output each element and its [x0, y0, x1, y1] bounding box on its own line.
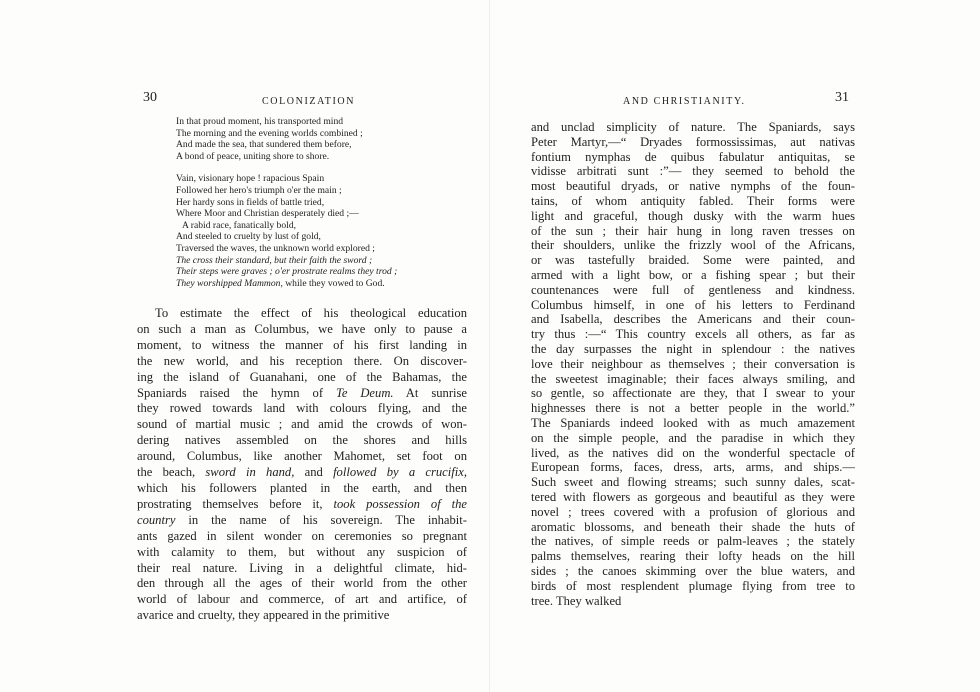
text-line: armed with a light bow, or a fishing spear ; but their [531, 267, 855, 282]
text-line: Peter Martyr,—“ Dryades formossissimas, aut nativas [531, 134, 855, 149]
text-line: most beautiful dryads, or native nymphs of the foun- [531, 179, 855, 194]
text-line: sound of martial music ; and amid the crowds of won- [137, 417, 467, 432]
text-line: light and graceful, though dusky with the warm hues [531, 208, 855, 223]
poem-line: Vain, visionary hope ! rapacious Spain [176, 173, 325, 185]
text-line: tree. They walked [531, 593, 622, 608]
text-line: den through all the ages of their world from the other [137, 576, 467, 591]
text-line: To estimate the effect of his theological education [155, 306, 467, 320]
text-line: dering natives assembled on the shores and hills [137, 433, 467, 448]
page-number: 31 [835, 90, 849, 105]
running-head: COLONIZATION [262, 96, 356, 107]
text-line: highnesses there is not a better people in the world.” [531, 401, 855, 416]
text-line: birds of most resplendent plumage flying from tree to [531, 578, 855, 593]
poem-line: Her hardy sons in fields of battle tried, [176, 196, 325, 208]
text-line: and unclad simplicity of nature. The Spaniards, says [531, 120, 855, 134]
text-line: fontium nymphas de quibus fabulatur antiquitas, se [531, 149, 855, 164]
text-line: so gentle, so affectionate are they, that I swear to your [531, 386, 855, 401]
poem-line: And made the sea, that sundered them before, [176, 139, 352, 151]
text-line: moment, to witness the manner of his first landing in [137, 337, 467, 352]
text-line: ants gazed in silent wonder on ceremonies so pregnant [137, 528, 467, 543]
text-line: of the sun ; their hair hung in long raven tresses on [531, 223, 855, 238]
body-text [531, 120, 855, 608]
text-line: The Spaniards indeed looked with as much amazement [531, 415, 855, 430]
poem-line: Followed her hero's triumph o'er the main ; [176, 184, 342, 196]
poem-line: And steeled to cruelty by lust of gold, [176, 231, 321, 243]
text-line: tered with flowers as gorgeous and beautiful as they were [531, 489, 855, 504]
text-line: tains, of whom antiquity fabled. Their forms were [531, 193, 855, 208]
text-line: the natives, of simple reeds or palm-leaves ; the stately [531, 534, 855, 549]
text-line: countenances were full of gentleness and kindness. [531, 282, 855, 297]
right-page [490, 0, 980, 692]
poem-line: The morning and the evening worlds combined ; [176, 127, 363, 139]
poem-line: In that proud moment, his transported mind [176, 116, 344, 127]
poem-line: A rabid race, fanatically bold, [182, 219, 297, 231]
text-line: on the simple people, and the paradise in which they [531, 430, 855, 445]
poem-line: They worshipped Mammon, while they vowed to God. [176, 277, 385, 289]
text-line: love their neighbour as themselves ; their conversation is [531, 356, 855, 371]
text-line: sides ; the canoes skimming over the blue waters, and [531, 563, 855, 578]
text-line: with calamity to them, but without any suspicion of [137, 544, 467, 559]
text-line: the day surpasses the night in splendour : the natives [531, 341, 855, 356]
page-number: 30 [143, 90, 157, 105]
poem-line: The cross their standard, but their faith the sword ; [176, 254, 373, 266]
text-line: palms themselves, rearing their lofty heads on the hill [531, 549, 855, 564]
text-line: vidisse arbitrati sunt :”— they seemed to behold the [531, 164, 855, 179]
text-line: aromatic blossoms, and beneath their shade the huts of [531, 519, 855, 534]
text-line: which his followers planted in the earth, and then [137, 480, 467, 495]
text-line: Spaniards raised the hymn of Te Deum. At sunrise [137, 385, 468, 400]
text-line: they rowed towards land with colours flying, and the [137, 401, 467, 416]
text-line: European forms, faces, dress, arts, arms, and ships.— [531, 460, 855, 475]
text-line: the sweetest imaginable; their faces always smiling, and [531, 371, 855, 386]
text-line: on such a man as Columbus, we have only to pause a [137, 321, 467, 336]
poem-line: Where Moor and Christian desperately died ;— [176, 208, 359, 220]
verse-epigraph [176, 116, 476, 300]
text-line: world of labour and commerce, of art and artifice, of [137, 592, 467, 607]
text-line: and Isabella, describes the Americans and their coun- [531, 312, 855, 327]
poem-stanza [176, 116, 476, 162]
poem-stanza [176, 173, 476, 289]
text-line: country in the name of his sovereign. The inhabit- [137, 512, 467, 527]
text-line: prostrating themselves before it, took possession of the [137, 496, 467, 511]
poem-line: A bond of peace, uniting shore to shore. [176, 150, 330, 162]
text-line: lived, as the natives did on the wonderful spectacle of [531, 445, 855, 460]
text-line: their real nature. Living in a delightful climate, hid- [137, 560, 467, 575]
text-line: Such sweet and flowing streams; such sunny dales, scat- [531, 475, 855, 490]
text-line: the beach, sword in hand, and followed by a crucifix, [137, 465, 467, 480]
text-line: avarice and cruelty, they appeared in the primitive [137, 608, 390, 623]
running-head: AND CHRISTIANITY. [623, 96, 746, 107]
poem-line: Traversed the waves, the unknown world explored ; [176, 242, 375, 254]
text-line: Columbus himself, in one of his letters to Ferdinand [531, 297, 855, 312]
text-line: around, Columbus, like another Mahomet, set foot on [137, 449, 467, 464]
text-line: try thus :—“ This country excels all others, as far as [531, 327, 855, 342]
text-line: or was tastefully braided. Some were painted, and [531, 253, 855, 268]
body-text [137, 306, 467, 624]
text-line: ing the island of Guanahani, one of the Bahamas, the [137, 369, 467, 384]
text-line: novel ; trees covered with a profusion of glorious and [531, 504, 855, 519]
text-line: the new world, and his reception there. On discover- [137, 353, 467, 368]
text-line: their shoulders, unlike the frizzly wool of the Africans, [531, 238, 855, 253]
poem-line: Their steps were graves ; o'er prostrate realms they trod ; [176, 266, 398, 278]
